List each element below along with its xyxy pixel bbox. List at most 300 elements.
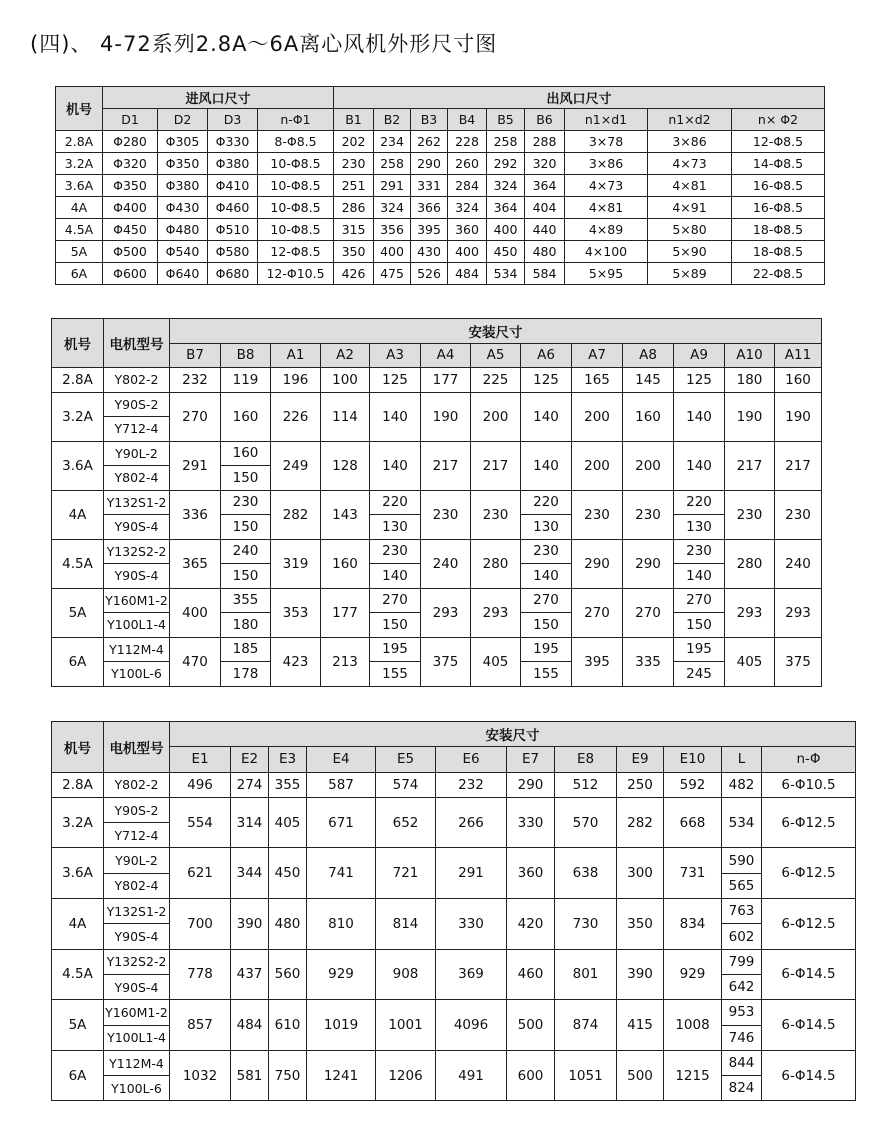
table-cell: Φ280 <box>103 131 158 153</box>
machine-number-cell: 3.2A <box>56 153 103 175</box>
table-cell: 450 <box>487 241 525 263</box>
table-cell: 160 <box>221 441 271 466</box>
machine-number-cell: 3.6A <box>56 175 103 197</box>
table-cell: 177 <box>321 588 370 637</box>
table-cell: 480 <box>525 241 565 263</box>
table-cell: 480 <box>269 899 307 950</box>
table-cell: 3×86 <box>565 153 648 175</box>
column-header: B5 <box>487 109 525 131</box>
table-cell: 240 <box>421 539 471 588</box>
installation-dimensions-header: 安装尺寸 <box>170 722 856 747</box>
table-cell: 228 <box>448 131 487 153</box>
table-cell: 200 <box>572 441 623 490</box>
column-header: A11 <box>775 343 822 368</box>
table-cell: 232 <box>436 772 507 797</box>
column-header: B6 <box>525 109 565 131</box>
table-cell: 230 <box>471 490 521 539</box>
motor-model-cell: Y132S1-2 <box>104 899 170 924</box>
motor-model-cell: Y132S2-2 <box>104 949 170 974</box>
table-cell: Φ320 <box>103 153 158 175</box>
motor-model-cell: Y90S-4 <box>104 564 170 589</box>
table-cell: 440 <box>525 219 565 241</box>
table-cell: 400 <box>170 588 221 637</box>
machine-number-header: 机号 <box>52 319 104 368</box>
table-cell: 1051 <box>555 1050 617 1101</box>
column-header: A4 <box>421 343 471 368</box>
table-cell: 365 <box>170 539 221 588</box>
installation-dimensions-header: 安装尺寸 <box>170 319 822 344</box>
table-cell: 200 <box>471 392 521 441</box>
table-cell: 315 <box>334 219 374 241</box>
column-header: L <box>722 747 762 772</box>
table-cell: 331 <box>411 175 448 197</box>
machine-number-cell: 3.2A <box>52 392 104 441</box>
column-header: E10 <box>664 747 722 772</box>
table-cell: 405 <box>269 797 307 848</box>
table-cell: 5×90 <box>648 241 732 263</box>
table-cell: 560 <box>269 949 307 1000</box>
table-cell: 763 <box>722 899 762 924</box>
table-cell: 360 <box>507 848 555 899</box>
column-header: A3 <box>370 343 421 368</box>
table-cell: 160 <box>221 392 271 441</box>
column-header: E5 <box>376 747 436 772</box>
table-cell: 350 <box>334 241 374 263</box>
table-cell: 426 <box>334 263 374 285</box>
table-row <box>56 131 825 153</box>
table-cell: Φ500 <box>103 241 158 263</box>
table-cell: 249 <box>271 441 321 490</box>
table-row <box>52 637 822 662</box>
table-cell: 220 <box>674 490 725 515</box>
table-cell: 140 <box>674 441 725 490</box>
table-row <box>56 153 825 175</box>
table-cell: 180 <box>221 613 271 638</box>
table-cell: 143 <box>321 490 370 539</box>
motor-model-cell: Y90L-2 <box>104 441 170 466</box>
table-cell: 482 <box>722 772 762 797</box>
machine-number-cell: 4A <box>56 197 103 219</box>
motor-model-header: 电机型号 <box>104 319 170 368</box>
table-cell: 437 <box>231 949 269 1000</box>
table-cell: 1241 <box>307 1050 376 1101</box>
table-cell: 160 <box>623 392 674 441</box>
table-cell: 801 <box>555 949 617 1000</box>
column-header: B1 <box>334 109 374 131</box>
table-cell: 405 <box>725 637 775 686</box>
table-cell: 155 <box>370 662 421 687</box>
table-cell: 286 <box>334 197 374 219</box>
column-header: A10 <box>725 343 775 368</box>
table-cell: 230 <box>623 490 674 539</box>
table-cell: 213 <box>321 637 370 686</box>
table-cell: 570 <box>555 797 617 848</box>
table-cell: 810 <box>307 899 376 950</box>
machine-number-cell: 4.5A <box>52 539 104 588</box>
table-cell: 484 <box>448 263 487 285</box>
table-cell: 600 <box>507 1050 555 1101</box>
table-cell: 12-Φ10.5 <box>258 263 334 285</box>
motor-model-cell: Y100L-6 <box>104 662 170 687</box>
inlet-dimensions-header: 进风口尺寸 <box>103 87 334 109</box>
table-cell: 5×89 <box>648 263 732 285</box>
table-cell: 4×100 <box>565 241 648 263</box>
table-cell: 291 <box>436 848 507 899</box>
table-cell: 217 <box>421 441 471 490</box>
table-cell: 230 <box>521 539 572 564</box>
table-cell: 668 <box>664 797 722 848</box>
motor-model-cell: Y160M1-2 <box>104 1000 170 1025</box>
table-cell: 526 <box>411 263 448 285</box>
table-cell: 128 <box>321 441 370 490</box>
table-cell: 114 <box>321 392 370 441</box>
table-cell: 470 <box>170 637 221 686</box>
machine-number-cell: 5A <box>52 1000 104 1051</box>
motor-model-cell: Y132S2-2 <box>104 539 170 564</box>
table-cell: Φ380 <box>158 175 208 197</box>
column-header: D3 <box>208 109 258 131</box>
table-cell: 230 <box>421 490 471 539</box>
table-cell: 225 <box>471 368 521 393</box>
table-cell: 4×81 <box>648 175 732 197</box>
table-row <box>56 175 825 197</box>
table-cell: 140 <box>370 392 421 441</box>
table-cell: 874 <box>555 1000 617 1051</box>
table-cell: 6-Φ12.5 <box>762 797 856 848</box>
column-header: B4 <box>448 109 487 131</box>
table-cell: 10-Φ8.5 <box>258 219 334 241</box>
table-cell: 150 <box>221 466 271 491</box>
table-cell: 270 <box>521 588 572 613</box>
inlet-outlet-dimension-table <box>55 86 825 285</box>
table-cell: 178 <box>221 662 271 687</box>
table-cell: 336 <box>170 490 221 539</box>
column-header: A5 <box>471 343 521 368</box>
table-cell: 125 <box>674 368 725 393</box>
table-cell: 293 <box>421 588 471 637</box>
table-cell: 200 <box>623 441 674 490</box>
table-cell: 291 <box>170 441 221 490</box>
machine-number-cell: 6A <box>56 263 103 285</box>
table-cell: 130 <box>370 515 421 540</box>
table-cell: 6-Φ14.5 <box>762 1050 856 1101</box>
table-row <box>52 490 822 515</box>
table-cell: 3×78 <box>565 131 648 153</box>
table-cell: 565 <box>722 873 762 898</box>
table-cell: 190 <box>775 392 822 441</box>
column-header: E3 <box>269 747 307 772</box>
table-cell: 4×73 <box>565 175 648 197</box>
table-cell: 6-Φ14.5 <box>762 1000 856 1051</box>
motor-model-cell: Y90L-2 <box>104 848 170 873</box>
table-row <box>56 263 825 285</box>
table-cell: 16-Φ8.5 <box>732 197 825 219</box>
table-cell: 1215 <box>664 1050 722 1101</box>
column-header: A2 <box>321 343 370 368</box>
table-cell: 642 <box>722 974 762 999</box>
table-cell: Φ450 <box>103 219 158 241</box>
table-cell: 293 <box>471 588 521 637</box>
column-header: n1×d2 <box>648 109 732 131</box>
table-cell: Φ680 <box>208 263 258 285</box>
table-cell: 125 <box>370 368 421 393</box>
motor-model-cell: Y90S-4 <box>104 974 170 999</box>
column-header: D2 <box>158 109 208 131</box>
table-cell: 290 <box>411 153 448 175</box>
table-cell: 314 <box>231 797 269 848</box>
table-cell: 230 <box>370 539 421 564</box>
table-cell: 130 <box>521 515 572 540</box>
table-cell: 100 <box>321 368 370 393</box>
table-cell: 415 <box>617 1000 664 1051</box>
table-cell: 731 <box>664 848 722 899</box>
column-header: B8 <box>221 343 271 368</box>
table-cell: 226 <box>271 392 321 441</box>
table-cell: 232 <box>170 368 221 393</box>
table-cell: 293 <box>725 588 775 637</box>
table-cell: 18-Φ8.5 <box>732 241 825 263</box>
table-cell: 274 <box>231 772 269 797</box>
table-cell: 282 <box>271 490 321 539</box>
table-cell: 10-Φ8.5 <box>258 175 334 197</box>
table-cell: 230 <box>725 490 775 539</box>
table-cell: 1032 <box>170 1050 231 1101</box>
table-cell: 196 <box>271 368 321 393</box>
table-cell: 262 <box>411 131 448 153</box>
table-cell: 14-Φ8.5 <box>732 153 825 175</box>
table-cell: 400 <box>448 241 487 263</box>
table-cell: 1008 <box>664 1000 722 1051</box>
table-cell: 824 <box>722 1076 762 1101</box>
table-cell: 3×86 <box>648 131 732 153</box>
motor-model-cell: Y712-4 <box>104 823 170 848</box>
table-cell: Φ350 <box>158 153 208 175</box>
machine-number-cell: 4.5A <box>56 219 103 241</box>
table-cell: 160 <box>321 539 370 588</box>
table-cell: 741 <box>307 848 376 899</box>
table-cell: 491 <box>436 1050 507 1101</box>
machine-number-cell: 3.2A <box>52 797 104 848</box>
motor-model-cell: Y90S-2 <box>104 797 170 822</box>
machine-number-header: 机号 <box>56 87 103 131</box>
table-cell: 621 <box>170 848 231 899</box>
motor-model-cell: Y90S-2 <box>104 392 170 417</box>
table-cell: 270 <box>370 588 421 613</box>
table-cell: 282 <box>617 797 664 848</box>
motor-model-cell: Y112M-4 <box>104 1050 170 1075</box>
machine-number-cell: 6A <box>52 637 104 686</box>
table-cell: 857 <box>170 1000 231 1051</box>
table-cell: 140 <box>674 564 725 589</box>
table-cell: 230 <box>674 539 725 564</box>
table-cell: 150 <box>370 613 421 638</box>
column-header: E1 <box>170 747 231 772</box>
table-cell: 270 <box>623 588 674 637</box>
machine-number-cell: 2.8A <box>56 131 103 153</box>
table-row <box>52 797 856 822</box>
table-cell: 150 <box>674 613 725 638</box>
table-cell: 6-Φ12.5 <box>762 899 856 950</box>
table-row <box>52 368 822 393</box>
table-cell: 16-Φ8.5 <box>732 175 825 197</box>
table-cell: 230 <box>221 490 271 515</box>
motor-model-cell: Y802-2 <box>104 772 170 797</box>
table-cell: 150 <box>221 515 271 540</box>
machine-number-cell: 4.5A <box>52 949 104 1000</box>
table-row <box>52 772 856 797</box>
table-cell: 6-Φ14.5 <box>762 949 856 1000</box>
table-cell: 1001 <box>376 1000 436 1051</box>
table-cell: 350 <box>617 899 664 950</box>
installation-dimension-table-b <box>51 721 856 1101</box>
table-cell: 512 <box>555 772 617 797</box>
table-cell: 395 <box>572 637 623 686</box>
table-cell: 230 <box>572 490 623 539</box>
table-cell: 908 <box>376 949 436 1000</box>
installation-dimension-table-a <box>51 318 822 687</box>
table-cell: 534 <box>722 797 762 848</box>
table-cell: 590 <box>722 848 762 873</box>
table-cell: 258 <box>374 153 411 175</box>
table-cell: Φ540 <box>158 241 208 263</box>
table-cell: 250 <box>617 772 664 797</box>
motor-model-cell: Y100L1-4 <box>104 613 170 638</box>
table-cell: Φ430 <box>158 197 208 219</box>
table-cell: 320 <box>525 153 565 175</box>
table-cell: 574 <box>376 772 436 797</box>
table-cell: 245 <box>674 662 725 687</box>
table-cell: 220 <box>370 490 421 515</box>
table-cell: 140 <box>521 564 572 589</box>
table-cell: 240 <box>221 539 271 564</box>
table-cell: 6-Φ12.5 <box>762 848 856 899</box>
table-cell: 364 <box>487 197 525 219</box>
column-header: n× Φ2 <box>732 109 825 131</box>
table-cell: 730 <box>555 899 617 950</box>
table-cell: Φ580 <box>208 241 258 263</box>
table-cell: 18-Φ8.5 <box>732 219 825 241</box>
table-cell: 484 <box>231 1000 269 1051</box>
column-header: E6 <box>436 747 507 772</box>
page-title: (四)、 4-72系列2.8A～6A离心风机外形尺寸图 <box>30 32 498 56</box>
table-cell: 10-Φ8.5 <box>258 197 334 219</box>
motor-model-cell: Y100L-6 <box>104 1076 170 1101</box>
motor-model-cell: Y100L1-4 <box>104 1025 170 1050</box>
table-cell: 10-Φ8.5 <box>258 153 334 175</box>
motor-model-cell: Y90S-4 <box>104 515 170 540</box>
motor-model-cell: Y112M-4 <box>104 637 170 662</box>
motor-model-header: 电机型号 <box>104 722 170 773</box>
table-row <box>52 539 822 564</box>
table-cell: 12-Φ8.5 <box>258 241 334 263</box>
column-header: n-Φ1 <box>258 109 334 131</box>
table-cell: 400 <box>374 241 411 263</box>
table-cell: 180 <box>725 368 775 393</box>
table-cell: 390 <box>617 949 664 1000</box>
table-cell: 360 <box>448 219 487 241</box>
table-cell: 844 <box>722 1050 762 1075</box>
table-row <box>52 588 822 613</box>
table-row <box>52 899 856 924</box>
motor-model-cell: Y90S-4 <box>104 924 170 949</box>
table-cell: 929 <box>307 949 376 1000</box>
table-cell: 330 <box>436 899 507 950</box>
motor-model-cell: Y712-4 <box>104 417 170 442</box>
table-cell: 369 <box>436 949 507 1000</box>
table-cell: 475 <box>374 263 411 285</box>
table-cell: 4×91 <box>648 197 732 219</box>
table-cell: 300 <box>617 848 664 899</box>
machine-number-cell: 2.8A <box>52 368 104 393</box>
table-cell: 217 <box>775 441 822 490</box>
machine-number-cell: 3.6A <box>52 848 104 899</box>
table-cell: Φ350 <box>103 175 158 197</box>
table-cell: 5×95 <box>565 263 648 285</box>
table-row <box>56 219 825 241</box>
table-cell: 177 <box>421 368 471 393</box>
table-cell: 330 <box>507 797 555 848</box>
table-cell: 834 <box>664 899 722 950</box>
table-cell: Φ330 <box>208 131 258 153</box>
table-cell: 217 <box>725 441 775 490</box>
table-cell: Φ640 <box>158 263 208 285</box>
table-cell: 581 <box>231 1050 269 1101</box>
table-cell: 324 <box>374 197 411 219</box>
table-cell: 584 <box>525 263 565 285</box>
table-row <box>52 1000 856 1025</box>
column-header: A7 <box>572 343 623 368</box>
machine-number-cell: 5A <box>56 241 103 263</box>
table-cell: 778 <box>170 949 231 1000</box>
table-cell: 270 <box>674 588 725 613</box>
table-cell: 12-Φ8.5 <box>732 131 825 153</box>
table-row <box>52 848 856 873</box>
table-cell: 534 <box>487 263 525 285</box>
table-row <box>52 441 822 466</box>
machine-number-cell: 3.6A <box>52 441 104 490</box>
table-cell: 240 <box>775 539 822 588</box>
table-cell: 324 <box>487 175 525 197</box>
table-cell: 185 <box>221 637 271 662</box>
table-cell: 324 <box>448 197 487 219</box>
table-cell: 700 <box>170 899 231 950</box>
table-cell: 671 <box>307 797 376 848</box>
table-cell: 746 <box>722 1025 762 1050</box>
machine-number-cell: 5A <box>52 588 104 637</box>
column-header: D1 <box>103 109 158 131</box>
machine-number-cell: 4A <box>52 899 104 950</box>
table-cell: 280 <box>471 539 521 588</box>
table-cell: 251 <box>334 175 374 197</box>
table-cell: Φ400 <box>103 197 158 219</box>
table-cell: 356 <box>374 219 411 241</box>
table-cell: 258 <box>487 131 525 153</box>
table-cell: 319 <box>271 539 321 588</box>
table-cell: 200 <box>572 392 623 441</box>
table-cell: Φ380 <box>208 153 258 175</box>
table-cell: 4×73 <box>648 153 732 175</box>
table-cell: 140 <box>521 392 572 441</box>
table-cell: 638 <box>555 848 617 899</box>
column-header: E9 <box>617 747 664 772</box>
motor-model-cell: Y802-4 <box>104 873 170 898</box>
table-cell: 420 <box>507 899 555 950</box>
table-cell: 375 <box>421 637 471 686</box>
table-cell: 260 <box>448 153 487 175</box>
table-cell: Φ510 <box>208 219 258 241</box>
table-cell: 234 <box>374 131 411 153</box>
table-cell: 929 <box>664 949 722 1000</box>
